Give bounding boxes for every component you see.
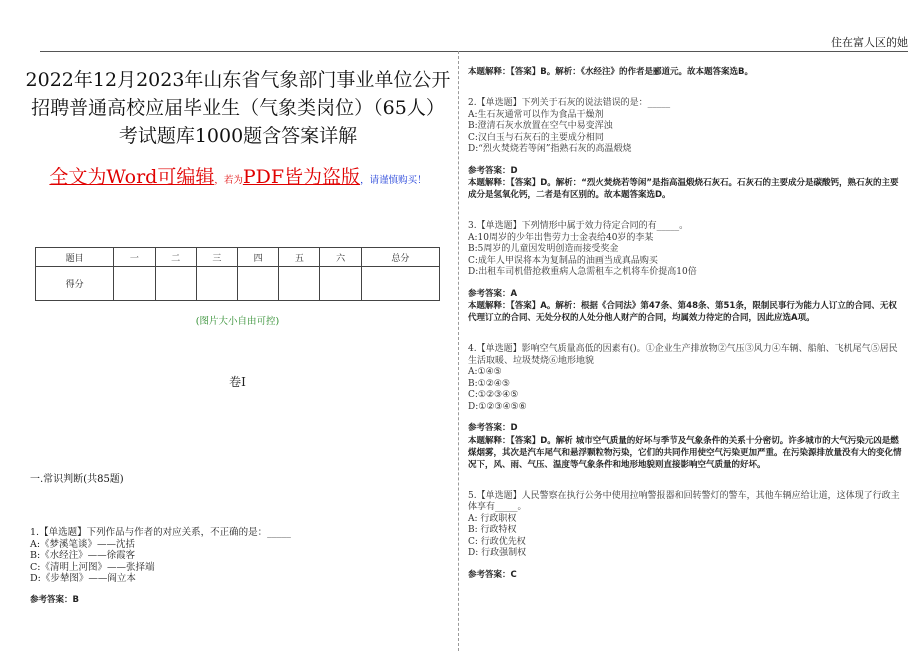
score-cell	[196, 267, 237, 301]
promo-connector: ，若为	[214, 175, 243, 186]
question-1-explanation: 本题解释：【答案】B。解析：《水经注》的作者是郦道元。故本题答案选B。	[468, 67, 753, 77]
question-answer: 参考答案：D	[468, 165, 518, 176]
score-row-label: 得分	[36, 267, 114, 301]
score-header-cell: 五	[279, 248, 320, 267]
question-option: C:成年人甲误将本为复制品的油画当成真品购买	[468, 255, 658, 266]
score-table-score-row	[36, 267, 440, 301]
header-rule	[40, 51, 908, 52]
section-heading: 一.常识判断(共85题)	[30, 474, 124, 485]
score-header-cell: 六	[320, 248, 361, 267]
score-header-cell: 题目	[36, 248, 114, 267]
column-divider	[458, 51, 459, 651]
question-option: A:《梦溪笔谈》——沈括	[30, 538, 136, 550]
question-stem: 3.【单选题】下列情形中属于效力待定合同的有_____。	[468, 221, 689, 231]
score-cell	[155, 267, 196, 301]
question-option: C:《清明上河图》——张择端	[30, 561, 155, 573]
question-2	[468, 98, 904, 201]
question-option: A:生石灰通常可以作为食品干燥剂	[468, 109, 604, 120]
image-caption: (图片大小自由可控)	[195, 316, 280, 327]
question-option: D:“烈火焚烧若等闲”指熟石灰的高温煅烧	[468, 144, 632, 154]
promo-pdf-piracy: PDF皆为盗版	[242, 166, 361, 188]
score-cell	[114, 267, 155, 301]
score-table	[35, 247, 440, 301]
score-cell	[237, 267, 278, 301]
question-answer: 参考答案：D	[468, 423, 518, 433]
volume-heading: 卷I	[229, 375, 246, 389]
question-explanation: 本题解释：【答案】D。解析 城市空气质量的好坏与季节及气象条件的关系十分密切。许多城市的大气污染元凶是燃煤烟雾，其次是汽车尾气和悬浮颗粒物污染，它们的共同作用使空气污染更加严重。在污染源排放量没有大的变化情况下，风、雨、气压、温度等气象条件和地形地貌则直接影响空气质量的好坏。	[468, 435, 902, 470]
promo-word-editable: 全文为Word可编辑	[49, 166, 215, 188]
question-stem: 2.【单选题】下列关于石灰的说法错误的是：_____	[468, 98, 671, 108]
question-explanation: 本题解释：【答案】A。解析：根据《合同法》第47条、第48条、第51条，限制民事行为能力人订立的合同、无权代理订立的合同、无处分权的人处分他人财产的合同，均属效力待定的合同，因此应选A项。	[468, 301, 897, 323]
score-table-header-row	[36, 248, 440, 267]
question-option: A:10周岁的少年出售劳力士金表给40岁的李某	[468, 232, 654, 243]
score-header-cell: 总分	[361, 248, 439, 267]
header-right-text: 住在富人区的她	[831, 36, 908, 49]
score-header-cell: 三	[196, 248, 237, 267]
question-option: B:①②④⑤	[468, 378, 510, 389]
question-stem: 4.【单选题】影响空气质量高低的因素有()。①企业生产排放物②气压③风力④车辆、船舶、飞机尾气⑤居民生活取暖、垃圾焚烧⑥地形地貌	[468, 344, 898, 366]
question-option: B:5周岁的儿童因发明创造而接受奖金	[468, 244, 619, 254]
question-stem: 5.【单选题】人民警察在执行公务中使用拉响警报器和回转警灯的警车，其他车辆应给让道，这体现了行政主体享有_____。	[468, 490, 900, 512]
question-explanation: 本题解释：【答案】D。解析：“烈火焚烧若等闲”是指高温煅烧石灰石。石灰石的主要成分是碳酸钙，熟石灰的主要成分是氢氧化钙，二者是有区别的。故本题答案选D。	[468, 178, 899, 200]
right-column	[468, 66, 904, 601]
score-header-cell: 一	[114, 248, 155, 267]
score-cell	[279, 267, 320, 301]
question-option: D:①②③④⑤⑥	[468, 401, 527, 412]
score-header-cell: 二	[155, 248, 196, 267]
promo-line	[24, 162, 452, 190]
promo-warning: ，请谨慎购买！	[360, 175, 427, 186]
question-3	[468, 221, 904, 324]
left-column	[24, 66, 452, 190]
question-answer: 参考答案：A	[468, 288, 518, 299]
question-option: D:出租车司机借抢救重病人急需租车之机将车价提高10倍	[468, 267, 697, 277]
question-5	[468, 491, 904, 582]
score-cell	[320, 267, 361, 301]
question-option: C: 行政优先权	[468, 536, 526, 547]
question-option: A: 行政职权	[468, 513, 517, 524]
question-answer: 参考答案：B	[30, 594, 79, 605]
question-option: A:①④⑤	[468, 367, 502, 377]
question-option: D: 行政强制权	[468, 548, 527, 558]
question-option: C:①②③④⑤	[468, 390, 519, 400]
question-option: B:澄清石灰水放置在空气中易变浑浊	[468, 121, 613, 131]
question-option: B: 行政特权	[468, 525, 517, 535]
score-header-cell: 四	[237, 248, 278, 267]
document-title: 2022年12月2023年山东省气象部门事业单位公开招聘普通高校应届毕业生（气象类岗位）（65人）考试题库1000题含答案详解	[25, 69, 451, 147]
score-cell	[361, 267, 439, 301]
question-1	[30, 527, 450, 606]
question-stem: 1.【单选题】下列作品与作者的对应关系，不正确的是：_____	[30, 527, 291, 538]
question-option: C:汉白玉与石灰石的主要成分相同	[468, 132, 604, 143]
question-4	[468, 344, 904, 471]
question-option: B:《水经注》——徐霞客	[30, 550, 136, 561]
question-option: D:《步辇图》——阎立本	[30, 573, 136, 584]
question-answer: 参考答案：C	[468, 569, 517, 580]
